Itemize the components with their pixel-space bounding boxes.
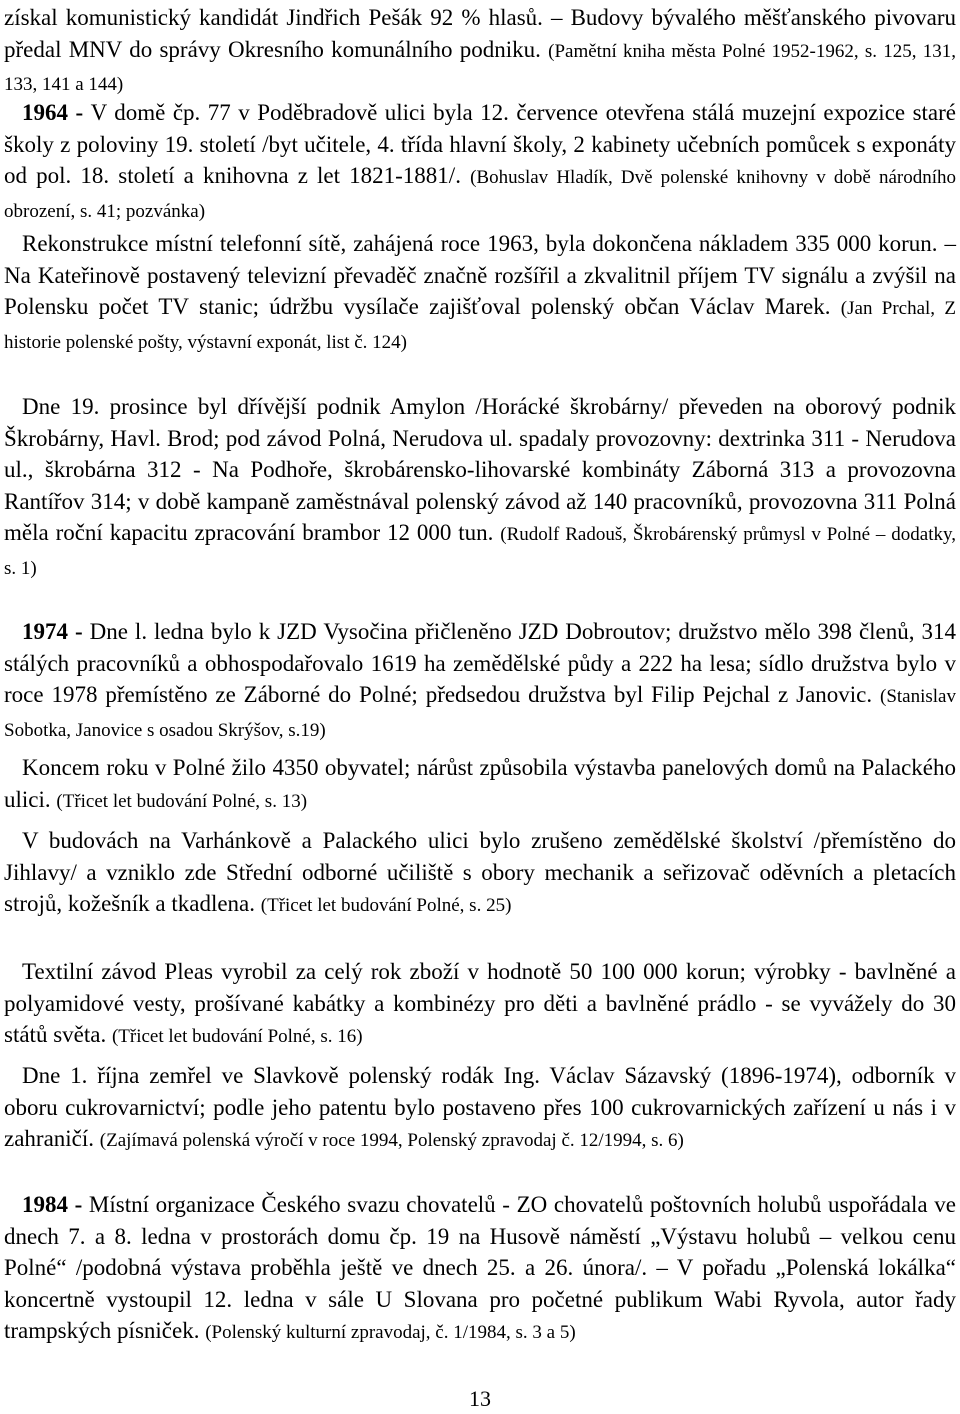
citation: (Třicet let budování Polné, s. 13) [56,790,308,812]
paragraph-text: V budovách na Varhánkově a Palackého ulici bylo zrušeno zemědělské školství /přemístěno do Jihlavy/ a vzniklo zde Střední odborné učiliště s obory mechanik a seřizovač oděvních a pletacích strojů, kožešník a tkadlena. [4,828,956,917]
paragraph-8 [4,956,956,1053]
citation: (Stanislav Sobotka, Janovice s osadou Skrýšov, s.19) [4,686,956,741]
year-heading: 1964 - [22,100,91,125]
paragraph-text: Dne l. ledna bylo k JZD Vysočina přičleněno JZD Dobroutov; družstvo mělo 398 členů, 314 stálých pracovníků a obhospodařovalo 1619 ha zemědělské půdy a 222 ha lesa; sídlo družstva bylo v roce 1978 přemístěno ze Záborné do Polné; předsedou družstva byl Filip Pejchal z Janovic. [4,619,956,708]
citation: (Bohuslav Hladík, Dvě polenské knihovny v době národního obrození, s. 41; pozvánka) [4,167,956,222]
paragraph-5 [4,616,956,746]
year-heading: 1974 - [22,619,90,644]
paragraph-3 [4,228,956,358]
citation: (Jan Prchal, Z historie polenské pošty, výstavní exponát, list č. 124) [4,298,956,353]
citation: (Rudolf Radouš, Škrobárenský průmysl v Polné – dodatky, s. 1) [4,524,957,579]
paragraph-10 [4,1189,956,1349]
paragraph-1 [4,2,956,101]
year-heading: 1984 - [22,1192,89,1217]
paragraph-9 [4,1060,956,1157]
paragraph-text: Rekonstrukce místní telefonní sítě, zahájená roce 1963, byla dokončena nákladem 335 000 korun. – Na Kateřinově postavený televizní převaděč značně rozšířil a zkvalitnil příjem TV signálu a zvýšil na Polensku počet TV stanic; údržbu vysílače zajišťoval polenský občan Václav Marek. [4,231,956,320]
paragraph-text: Koncem roku v Polné žilo 4350 obyvatel; nárůst způsobila výstavba panelových domů na Palackého ulici. [4,755,956,812]
citation: (Pamětní kniha města Polné 1952-1962, s. 125, 131, 133, 141 a 144) [4,40,956,96]
paragraph-text: získal komunistický kandidát Jindřich Pešák 92 % hlasů. – Budovy bývalého měšťanského pivovaru předal MNV do správy Okresního komunálního podniku. [4,5,956,62]
paragraph-text: V domě čp. 77 v Poděbradově ulici byla 12. července otevřena stálá muzejní expozice staré školy z poloviny 19. století /byt učitele, 4. třída hlavní školy, 2 kabinety učebních pomůcek s exponáty od pol. 18. století a knihovna z let 1821-1881/. [4,100,956,189]
paragraph-4 [4,391,956,585]
citation: (Zajímavá polenská výročí v roce 1994, Polenský zpravodaj č. 12/1994, s. 6) [99,1130,684,1152]
citation: (Třicet let budování Polné, s. 16) [111,1026,363,1048]
paragraph-2 [4,97,956,227]
citation: (Polenský kulturní zpravodaj, č. 1/1984, s. 3 a 5) [205,1322,576,1344]
page-number: 13 [469,1386,491,1411]
paragraph-text: Textilní závod Pleas vyrobil za celý rok zboží v hodnotě 50 100 000 korun; výrobky - bavlněné a polyamidové vesty, prošívané kabátky a kombinézy pro děti a bavlněné prádlo - se vyvážely do 30 států světa. [4,959,956,1048]
citation: (Třicet let budování Polné, s. 25) [260,895,512,917]
paragraph-6 [4,752,956,817]
paragraph-text: Místní organizace Českého svazu chovatelů - ZO chovatelů poštovních holubů uspořádala ve dnech 7. a 8. ledna v prostorách domu čp. 19 na Husově náměstí „Výstavu holubů – velkou cenu Polné“ /podobná výstava proběhla ještě ve dnech 25. a 26. února/. – V pořadu „Polenská lokálka“ koncertně vystoupil 12. ledna v sále U Slovana pro početné publikum Wabi Ryvola, autor řady trampských písniček. [4,1192,956,1344]
paragraph-text: Dne 1. října zemřel ve Slavkově polenský rodák Ing. Václav Sázavský (1896-1974), odborník v oboru cukrovarnictví; podle jeho patentu bylo postaveno přes 100 cukrovarnických zařízení u nás i v zahraničí. [4,1063,956,1152]
paragraph-text: Dne 19. prosince byl dřívější podnik Amylon /Horácké škrobárny/ převeden na oborový podnik Škrobárny, Havl. Brod; pod závod Polná, Nerudova ul. spadaly provozovny: dextrinka 311 - Nerudova ul., škrobárna 312 - Na Podhoře, škrobárensko-lihovarské kombináty Záborná 313 a provozovna Rantířov 314; v době kampaně zaměstnával polenský závod až 140 pracovníků, provozovna 311 Polná měla roční kapacitu zpracování brambor 12 000 tun. [4,394,956,546]
paragraph-7 [4,825,956,922]
